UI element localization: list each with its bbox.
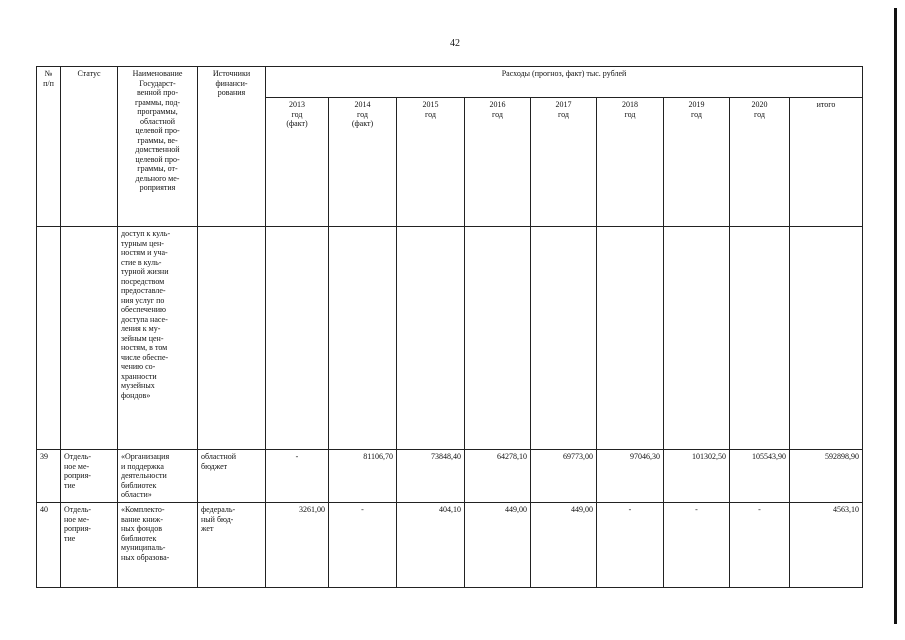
value-cell: -: [597, 503, 664, 588]
value-cell: 81106,70: [329, 450, 397, 503]
value-cell: 592898,90: [790, 450, 863, 503]
year-2015: 2015 год: [397, 98, 465, 227]
value-cell: -: [664, 503, 730, 588]
year-total: итого: [790, 98, 863, 227]
value-cell: 101302,50: [664, 450, 730, 503]
value-cell: 3261,00: [266, 503, 329, 588]
header-num: № п/п: [37, 67, 61, 227]
header-row: [37, 67, 863, 98]
year-2017: 2017 год: [531, 98, 597, 227]
value-cell: 404,10: [397, 503, 465, 588]
header-expenses: Расходы (прогноз, факт) тыс. рублей: [266, 67, 863, 98]
continuation-row: [37, 227, 863, 450]
value-cell: 449,00: [531, 503, 597, 588]
continuation-name: доступ к куль- турным цен- ностям и уча- стие в куль- турной жизни посредством предоставле- ния услуг по обеспечению доступа насе- ления к му- зейным цен- ностям, в том числе обеспе- чению со- хранности музейных фондов»: [118, 227, 198, 450]
row-status: Отдель- ное ме- роприя- тие: [61, 503, 118, 588]
value-cell: 69773,00: [531, 450, 597, 503]
value-cell: 97046,30: [597, 450, 664, 503]
header-name: Наименование Государст- венной про- граммы, под- программы, областной целевой про- граммы, ве- домственной целевой про- граммы, от- дельного ме- роприятия: [118, 67, 198, 227]
row-status: Отдель- ное ме- роприя- тие: [61, 450, 118, 503]
value-cell: -: [329, 503, 397, 588]
table-row: [37, 503, 863, 588]
row-source: федераль- ный бюд- жет: [198, 503, 266, 588]
row-name: «Комплекто- вание книж- ных фондов библиотек муниципаль- ных образова-: [118, 503, 198, 588]
expenses-table: [36, 66, 863, 588]
year-2018: 2018 год: [597, 98, 664, 227]
scan-edge-bar: [894, 8, 897, 624]
value-cell: 73848,40: [397, 450, 465, 503]
value-cell: 64278,10: [465, 450, 531, 503]
value-cell: -: [266, 450, 329, 503]
row-num: 39: [37, 450, 61, 503]
value-cell: 449,00: [465, 503, 531, 588]
year-2016: 2016 год: [465, 98, 531, 227]
header-sources: Источники финанси- рования: [198, 67, 266, 227]
value-cell: 4563,10: [790, 503, 863, 588]
row-num: 40: [37, 503, 61, 588]
page-number: 42: [450, 38, 460, 49]
year-2014: 2014 год (факт): [329, 98, 397, 227]
year-2019: 2019 год: [664, 98, 730, 227]
value-cell: 105543,90: [730, 450, 790, 503]
year-2013: 2013 год (факт): [266, 98, 329, 227]
header-status: Статус: [61, 67, 118, 227]
row-name: «Организация и поддержка деятельности библиотек области»: [118, 450, 198, 503]
row-source: областной бюджет: [198, 450, 266, 503]
year-2020: 2020 год: [730, 98, 790, 227]
value-cell: -: [730, 503, 790, 588]
table-row: [37, 450, 863, 503]
